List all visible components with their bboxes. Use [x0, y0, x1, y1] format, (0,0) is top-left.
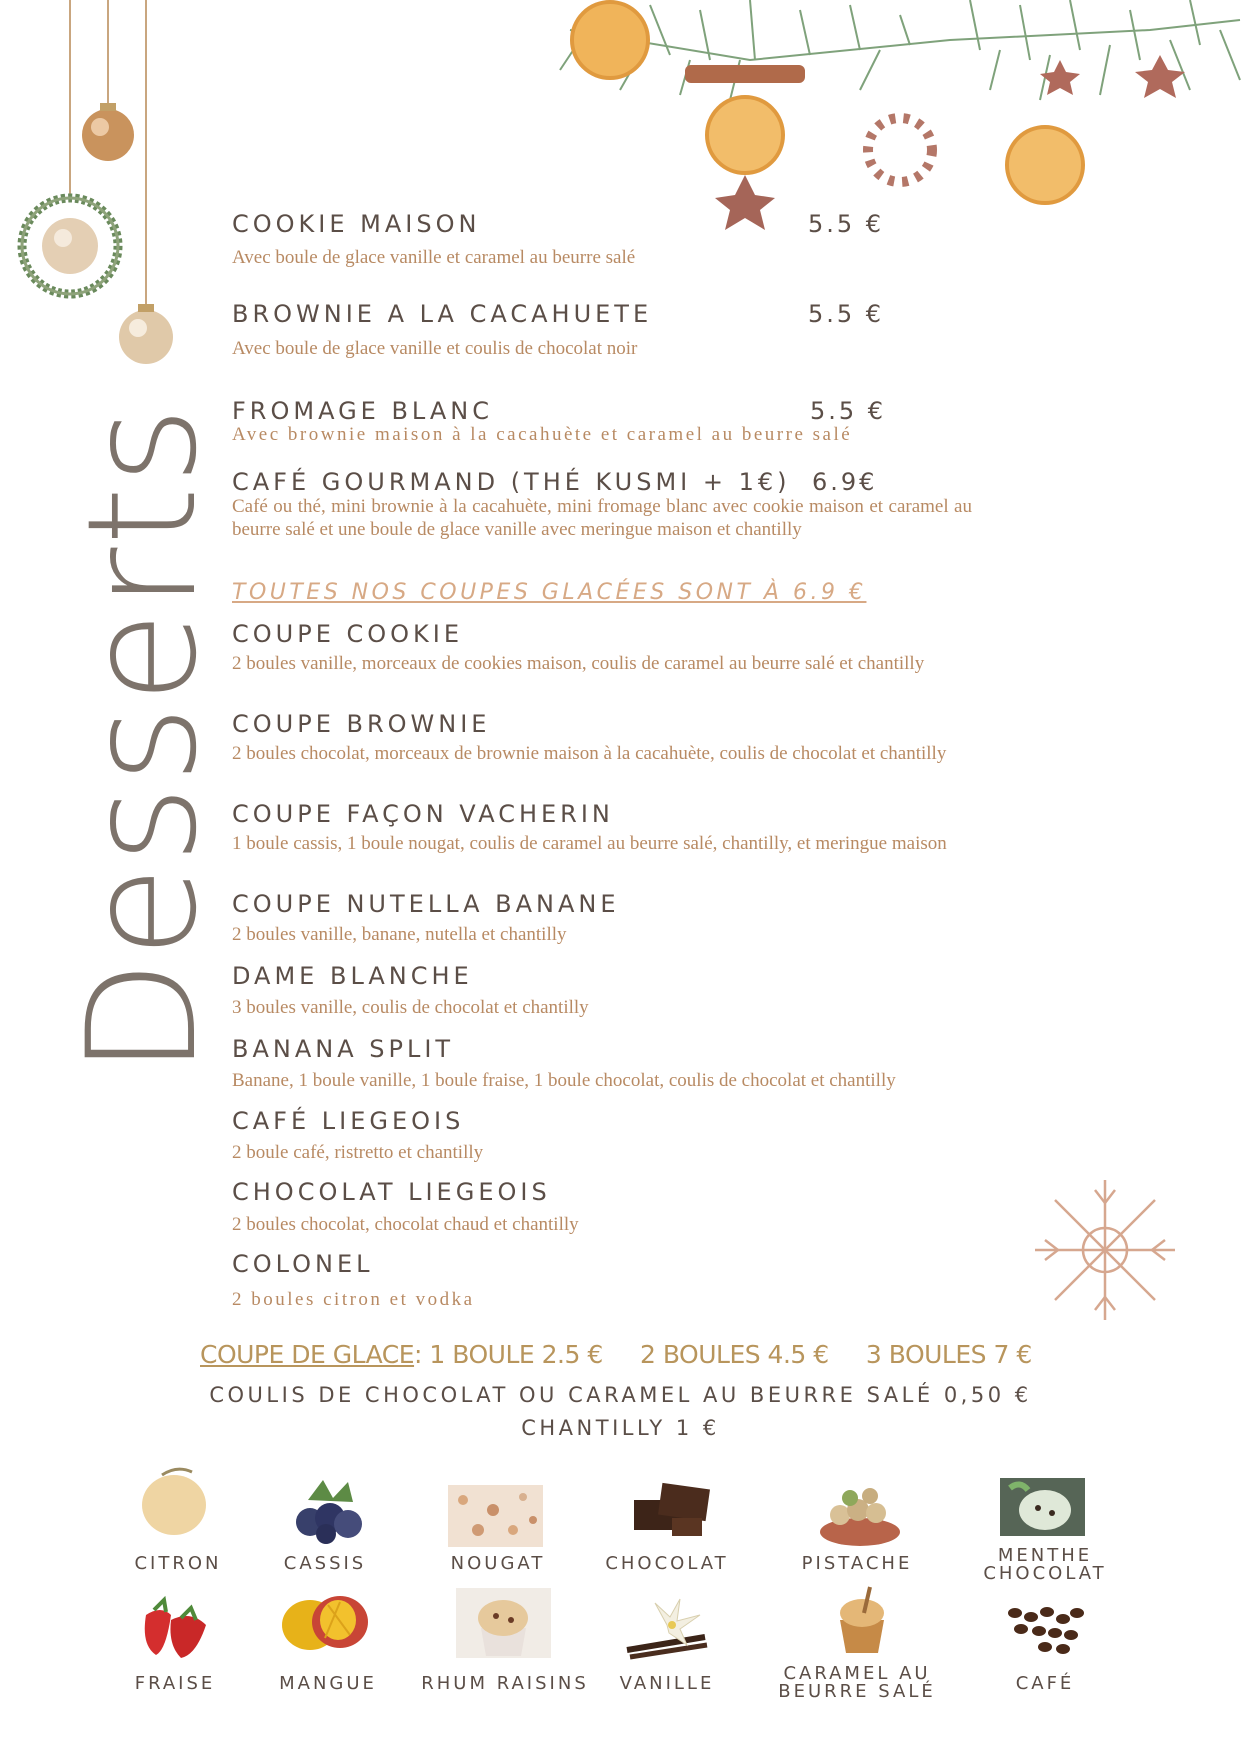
- flavor-label-citron: CITRON: [134, 1553, 222, 1574]
- item-name-brownie: BROWNIE A LA CACAHUETE: [232, 300, 653, 328]
- extras-coulis: COULIS DE CHOCOLAT OU CARAMEL AU BEURRE SALÉ 0,50 €: [209, 1383, 1032, 1407]
- coupe-desc: 2 boules citron et vodka: [232, 1289, 475, 1310]
- page-title: [56, 404, 230, 1076]
- coupe-name: CAFÉ LIEGEOIS: [232, 1107, 465, 1135]
- item-price-fromage-blanc: 5.5 €: [810, 397, 887, 425]
- coupe-desc: 2 boules chocolat, morceaux de brownie maison à la cacahuète, coulis de chocolat et chantilly: [232, 743, 947, 764]
- nougat-icon: [448, 1485, 543, 1547]
- item-name-cookie-maison: COOKIE MAISON: [232, 210, 481, 238]
- blackcurrant-icon: [288, 1480, 368, 1545]
- extras-chantilly: CHANTILLY 1 €: [521, 1416, 720, 1440]
- coupe-name: COLONEL: [232, 1250, 374, 1278]
- glace-pricing: [200, 1340, 1032, 1369]
- item-price-cookie-maison: 5.5 €: [808, 210, 885, 238]
- coupe-name: COUPE NUTELLA BANANE: [232, 890, 620, 918]
- item-name-cafe-gourmand: CAFÉ GOURMAND (THÉ KUSMI + 1€): [232, 468, 791, 496]
- coupe-desc: 2 boules vanille, morceaux de cookies maison, coulis de caramel au beurre salé et chantilly: [232, 653, 925, 674]
- mint-chocolate-icon: [1000, 1478, 1085, 1536]
- flavor-label-cassis: CASSIS: [283, 1553, 367, 1574]
- item-name-fromage-blanc: FROMAGE BLANC: [232, 397, 493, 425]
- flavor-label-cafe: CAFÉ: [1015, 1673, 1075, 1694]
- lemon-icon: [132, 1460, 212, 1540]
- flavor-label-caramel-beurre-sale: CARAMEL AU BEURRE SALÉ: [778, 1663, 936, 1702]
- pine-branch-decoration: [550, 0, 1241, 230]
- coupe-desc: 3 boules vanille, coulis de chocolat et chantilly: [232, 997, 589, 1018]
- vanilla-icon: [625, 1595, 710, 1660]
- coupe-desc: 1 boule cassis, 1 boule nougat, coulis de caramel au beurre salé, chantilly, et meringue maison: [232, 833, 947, 854]
- item-price-cafe-gourmand: 6.9€: [812, 468, 878, 496]
- flavor-label-fraise: FRAISE: [134, 1673, 216, 1694]
- coupe-name: COUPE FAÇON VACHERIN: [232, 800, 614, 828]
- chocolate-icon: [632, 1478, 712, 1543]
- coupe-name: CHOCOLAT LIEGEOIS: [232, 1178, 551, 1206]
- coupe-desc: Banane, 1 boule vanille, 1 boule fraise, 1 boule chocolat, coulis de chocolat et chantilly: [232, 1070, 896, 1091]
- strawberry-icon: [136, 1590, 211, 1660]
- glace-prices: : 1 BOULE 2.5 € 2 BOULES 4.5 € 3 BOULES 7 €: [414, 1340, 1032, 1369]
- item-desc-cafe-gourmand: Café ou thé, mini brownie à la cacahuète, mini fromage blanc avec cookie maison et caramel au beurre salé et une boule de glace vanille avec meringue maison et chantilly: [232, 496, 972, 540]
- flavor-label-pistache: PISTACHE: [801, 1553, 913, 1574]
- item-desc-cookie-maison: Avec boule de glace vanille et caramel au beurre salé: [232, 247, 636, 268]
- item-desc-fromage-blanc: Avec brownie maison à la cacahuète et caramel au beurre salé: [232, 424, 853, 445]
- salted-caramel-icon: [832, 1585, 892, 1655]
- coffee-icon: [1005, 1605, 1085, 1655]
- coupe-desc: 2 boule café, ristretto et chantilly: [232, 1142, 484, 1163]
- mango-icon: [280, 1590, 370, 1655]
- rum-raisin-icon: [456, 1588, 551, 1658]
- page-title-text: Desserts: [56, 404, 230, 1076]
- snowflake-icon: [1030, 1175, 1180, 1325]
- coupes-price-note: TOUTES NOS COUPES GLACÉES SONT À 6.9 €: [232, 580, 867, 605]
- coupe-desc: 2 boules vanille, banane, nutella et chantilly: [232, 924, 567, 945]
- flavor-label-nougat: NOUGAT: [450, 1553, 546, 1574]
- flavor-label-rhum-raisins: RHUM RAISINS: [421, 1673, 589, 1694]
- flavor-label-chocolat: CHOCOLAT: [605, 1553, 729, 1574]
- coupe-name: COUPE BROWNIE: [232, 710, 491, 738]
- item-desc-brownie: Avec boule de glace vanille et coulis de chocolat noir: [232, 338, 638, 359]
- coupe-name: COUPE COOKIE: [232, 620, 463, 648]
- flavor-label-vanille: VANILLE: [619, 1673, 715, 1694]
- ornament-decoration: [0, 0, 200, 380]
- glace-label: COUPE DE GLACE: [200, 1340, 415, 1369]
- item-price-brownie: 5.5 €: [808, 300, 885, 328]
- pistachio-icon: [818, 1480, 903, 1550]
- flavor-label-menthe-chocolat: MENTHE CHOCOLAT: [983, 1545, 1107, 1584]
- coupe-name: BANANA SPLIT: [232, 1035, 455, 1063]
- flavor-label-mangue: MANGUE: [279, 1673, 377, 1694]
- coupe-desc: 2 boules chocolat, chocolat chaud et chantilly: [232, 1214, 579, 1235]
- coupe-name: DAME BLANCHE: [232, 962, 473, 990]
